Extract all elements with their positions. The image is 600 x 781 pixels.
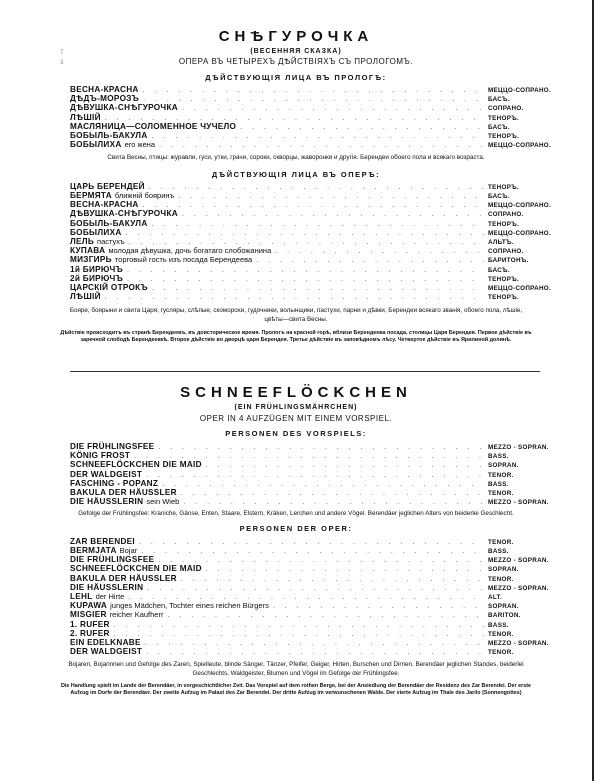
cast-row	[70, 537, 550, 546]
dot-leader	[158, 443, 484, 452]
voice-type: БАСЪ.	[488, 193, 510, 200]
voice-type: БАСЪ.	[488, 96, 510, 104]
de-setting: Die Handlung spielt im Lande der Berendäer, in vorgeschichtlicher Zeit. Das Vorspiel auf dem rothen Berge, bei der Ansiedlung der Berendäer der Residenz des Zar Berendei. Der erste Aufzug im Dorfe der Berendäer. Der zweite Aufzug im Palast des Zar Berendei. Der dritte Aufzug im verwunschenen Walde. Der vierte Aufzug im Thale des Jarilo (Sonnengottes)	[60, 683, 531, 697]
dot-leader	[159, 141, 484, 150]
de-title: SCHNEEFLÖCKCHEN	[180, 384, 412, 401]
voice-type: ТЕНОРЪ.	[488, 114, 520, 122]
voice-type: ТЕНОРЪ.	[488, 275, 520, 283]
russian-section	[0, 28, 592, 345]
voice-type: СОПРАНО.	[488, 105, 524, 113]
cast-row	[70, 94, 550, 103]
de-prologue-heading: PERSONEN DES VORSPIELS:	[225, 429, 367, 438]
voice-type: BASS.	[488, 453, 509, 461]
german-section	[0, 384, 592, 698]
voice-type: МЕЦЦО-СОПРАНО.	[488, 87, 552, 94]
cast-row	[70, 574, 550, 583]
dot-leader	[182, 210, 484, 219]
dot-leader	[152, 132, 484, 141]
cast-row	[70, 555, 550, 564]
character-name: LEHL	[70, 591, 93, 601]
character-name: БОБЫЛЬ-БАКУЛА	[70, 130, 148, 140]
dot-leader	[275, 247, 484, 256]
character-name: 1. RUFER	[70, 619, 110, 629]
cast-row	[70, 479, 550, 488]
voice-type: TENOR.	[488, 538, 514, 546]
dot-leader	[182, 104, 484, 113]
dot-leader	[240, 123, 484, 132]
voice-type: BASS.	[488, 480, 509, 488]
cast-row	[70, 292, 550, 301]
character-name: ДѢВУШКА-СНѢГУРОЧКА	[70, 103, 178, 113]
de-opera-cast	[70, 537, 550, 656]
voice-type: БАСЪ.	[488, 266, 510, 274]
voice-type: МЕЦЦО-СОПРАНО.	[488, 229, 552, 237]
dot-leader	[178, 192, 484, 201]
dot-leader	[149, 183, 484, 192]
de-opera-note: Bojaren, Bojarinnen und Gefolge des Zaren, Spielleute, blinde Sänger, Tänzer, Pfeifer, Geiger, Hirten, Burschen und Dirnen. Berendäer jeglichen Standes, beiderlei Geschlechts, Waldgeister, Blumen und Vögel im Gefolge der Frühlingsfee.	[68, 661, 524, 677]
dot-leader	[145, 639, 484, 648]
cast-row	[70, 546, 550, 555]
voice-type: SOPRAN.	[488, 603, 519, 611]
de-opera-heading: PERSONEN DER OPER:	[239, 523, 353, 533]
character-description: пастухъ	[97, 236, 125, 246]
dot-leader	[126, 229, 484, 238]
character-name: ЦАРСКІЙ ОТРОКЪ	[70, 282, 148, 292]
character-name: МАСЛЯНИЦА—СОЛОМЕННОЕ ЧУЧЕЛО	[70, 121, 237, 131]
page-edge	[592, 0, 594, 781]
character-name: ДѢДЪ-МОРОЗЪ	[70, 94, 140, 104]
margin-mark: 7	[60, 50, 64, 56]
character-name: ЦАРЬ БЕРЕНДЕЙ	[70, 181, 145, 191]
cast-row	[70, 488, 550, 497]
voice-type: SOPRAN.	[488, 566, 519, 574]
dot-leader	[158, 556, 484, 565]
voice-type: БАСЪ.	[488, 123, 510, 131]
voice-type: МЕЦЦО-СОПРАНО.	[488, 284, 552, 292]
character-name: БЕРМЯТА	[70, 191, 112, 200]
dot-leader	[152, 220, 484, 229]
cast-row	[70, 255, 550, 264]
character-name: FASCHING - POPANZ	[70, 478, 159, 488]
cast-row	[70, 265, 550, 274]
dot-leader	[146, 648, 484, 657]
dot-leader	[162, 480, 484, 489]
de-prologue-cast	[70, 442, 550, 506]
cast-row	[70, 460, 550, 469]
character-name: ЛѢШІЙ	[70, 112, 101, 122]
voice-type: ALT.	[488, 593, 503, 601]
cast-row	[70, 182, 550, 191]
character-name: БОБЫЛИХА	[70, 227, 122, 237]
cast-row	[70, 610, 550, 619]
cast-row	[70, 629, 550, 638]
voice-type: ТЕНОРЪ.	[488, 183, 520, 191]
dot-leader	[114, 621, 484, 630]
ru-opera-cast	[70, 182, 550, 301]
de-prologue-note: Gefolge der Frühlingsfee: Kraniche, Gänse, Enten, Staare, Elstern, Kräken, Lerchen und andere Vögel. Berendäer jeglichen Alters von beiderlei Geschlecht.	[78, 510, 514, 518]
voice-type: BARITON.	[488, 612, 521, 620]
character-name: ВЕСНА-КРАСНА	[70, 85, 139, 94]
character-description: Bojar	[119, 546, 138, 555]
cast-row	[70, 246, 550, 255]
cast-row	[70, 601, 550, 610]
dot-leader	[143, 95, 484, 104]
cast-row	[70, 583, 550, 592]
margin-mark: 3	[60, 60, 64, 66]
character-name: ZAR BERENDEI	[70, 536, 136, 546]
voice-type: АЛЬТЪ.	[488, 238, 514, 246]
ru-subtitle: (ВЕСЕННЯЯ СКАЗКА)	[250, 48, 342, 55]
character-name: DIE HÄUSSLERIN	[70, 582, 144, 592]
cast-row	[70, 592, 550, 601]
character-name: ДѢВУШКА-СНѢГУРОЧКА	[70, 209, 178, 219]
cast-row	[70, 140, 550, 149]
dot-leader	[181, 575, 484, 584]
character-description: der Hirte	[95, 591, 125, 601]
voice-type: ТЕНОРЪ.	[488, 132, 520, 140]
voice-type: МЕЦЦО-СОПРАНО.	[488, 202, 552, 210]
dot-leader	[114, 630, 484, 639]
dot-leader	[143, 86, 484, 95]
character-description: ближній бояринъ	[114, 191, 175, 200]
character-name: DIE FRÜHLINGSFEE	[70, 442, 155, 451]
voice-type: MEZZO - SOPRAN.	[488, 584, 549, 592]
voice-type: TENOR.	[488, 471, 514, 479]
cast-row	[70, 219, 550, 228]
ru-prologue-heading: ДѢЙСТВУЮЩІЯ ЛИЦА ВЪ ПРОЛОГѢ:	[205, 73, 387, 82]
voice-type: TENOR.	[488, 489, 514, 497]
character-name: БОБЫЛЬ-БАКУЛА	[70, 218, 148, 228]
dot-leader	[183, 498, 484, 507]
character-name: DIE FRÜHLINGSFEE	[70, 555, 155, 565]
ru-prologue-cast	[70, 85, 550, 149]
dot-leader	[146, 471, 484, 480]
character-name: BAKULA DER HÄUSSLER	[70, 573, 177, 583]
dot-leader	[147, 584, 484, 593]
voice-type: ТЕНОРЪ.	[488, 294, 520, 302]
dot-leader	[143, 201, 484, 210]
character-name: EIN EDELKNABE	[70, 637, 141, 647]
character-description: молодая дѣвушка, дочь богатаго слобожанина	[108, 246, 272, 256]
character-name: DIE HÄUSSLERIN	[70, 497, 144, 507]
dot-leader	[273, 602, 484, 611]
dot-leader	[206, 461, 484, 470]
dot-leader	[141, 547, 484, 556]
dot-leader	[139, 538, 484, 547]
ru-subtitle2: ОПЕРА ВЪ ЧЕТЫРЕХЪ ДѢЙСТВІЯХЪ СЪ ПРОЛОГОМЪ.	[178, 57, 414, 66]
cast-row	[70, 122, 550, 131]
voice-type: TENOR.	[488, 575, 514, 583]
voice-type: MEZZO - SOPRAN.	[488, 499, 549, 507]
cast-row	[70, 451, 550, 460]
voice-type: ТЕНОРЪ.	[488, 220, 520, 228]
cast-row	[70, 103, 550, 112]
character-name: MISGIER	[70, 610, 107, 620]
character-name: BERMJATA	[70, 546, 117, 555]
voice-type: BASS.	[488, 621, 509, 629]
cast-row	[70, 442, 550, 451]
dot-leader	[206, 565, 484, 574]
cast-row	[70, 200, 550, 209]
character-name: ВЕСНА-КРАСНА	[70, 200, 139, 210]
ru-prologue-note: Свита Весны, птицы: журавли, гуси, утки, грачи, сороки, скворцы, жаворонки и другія. Берендеи обоего пола и всякаго возраста.	[107, 154, 485, 162]
voice-type: БАРИТОНЪ.	[488, 257, 529, 265]
de-subtitle2: OPER IN 4 AUFZÜGEN MIT EINEM VORSPIEL.	[199, 414, 393, 423]
dot-leader	[181, 489, 484, 498]
dot-leader	[127, 266, 484, 275]
character-description: его жена	[124, 140, 156, 150]
dot-leader	[256, 256, 484, 265]
character-name: 1й БИРЮЧЪ	[70, 264, 124, 274]
voice-type: СОПРАНО.	[488, 211, 524, 219]
character-name: KÖNIG FROST	[70, 451, 131, 461]
cast-row	[70, 228, 550, 237]
cast-row	[70, 638, 550, 647]
voice-type: СОПРАНО.	[488, 248, 524, 256]
voice-type: MEZZO - SOPRAN.	[488, 444, 549, 451]
character-name: SCHNEEFLÖCKCHEN DIE MAID	[70, 564, 202, 574]
character-name: DER WALDGEIST	[70, 647, 143, 657]
cast-row	[70, 564, 550, 573]
cast-row	[70, 274, 550, 283]
voice-type: MEZZO - SOPRAN.	[488, 557, 549, 565]
cast-row	[70, 237, 550, 246]
cast-row	[70, 113, 550, 122]
character-name: KUPAWA	[70, 601, 108, 611]
voice-type: TENOR.	[488, 630, 514, 638]
cast-row	[70, 191, 550, 200]
character-name: BAKULA DER HÄUSSLER	[70, 487, 177, 497]
dot-leader	[127, 275, 484, 284]
ru-opera-note: Бояре, боярыни и свита Царя, гусляры, слѣпые, скоморохи, гудочники, волынщики, пастухи, парни и дѣвки, Берендеи всякаго званія, обоего пола, лѣшіе, цвѣты—свита Весны.	[69, 307, 523, 323]
cast-row	[70, 470, 550, 479]
cast-row	[70, 497, 550, 506]
character-name: КУПАВА	[70, 246, 106, 256]
character-name: БОБЫЛИХА	[70, 140, 122, 150]
cast-row	[70, 85, 550, 94]
voice-type: BASS.	[488, 548, 509, 555]
ru-title: СНѢГУРОЧКА	[218, 28, 374, 45]
voice-type: MEZZO - SOPRAN.	[488, 639, 549, 647]
section-divider	[70, 371, 540, 372]
cast-row	[70, 131, 550, 140]
dot-leader	[167, 611, 484, 620]
voice-type: SOPRAN.	[488, 462, 519, 470]
character-name: 2й БИРЮЧЪ	[70, 273, 124, 283]
dot-leader	[152, 284, 484, 293]
ru-opera-heading: ДѢЙСТВУЮЩІЯ ЛИЦА ВЪ ОПЕРѢ:	[211, 169, 381, 179]
dot-leader	[105, 293, 484, 302]
character-name: SCHNEEFLÖCKCHEN DIE MAID	[70, 460, 202, 470]
ru-setting: Дѣйствіе происходитъ въ странѣ Берендеевъ, въ доисторическое время. Прологъ на красной горѣ, вблизи Берендеева посада, столицы Царя Берендея. Первое дѣйствіе въ заречной слободѣ Берендеевкѣ. Второе дѣйствіе во дворцѣ царя Берендея. Третье дѣйствіе въ заповѣдномъ лѣсу. Четвертое дѣйствіе въ Ярилиной долинѣ.	[60, 330, 532, 344]
voice-type: TENOR.	[488, 649, 514, 657]
character-description: reicher Kaufherr	[109, 610, 164, 620]
character-name: DER WALDGEIST	[70, 469, 143, 479]
de-subtitle: (EIN FRÜHLINGSMÄHRCHEN)	[234, 404, 358, 411]
cast-row	[70, 283, 550, 292]
voice-type: МЕЦЦО-СОПРАНО.	[488, 142, 552, 150]
cast-row	[70, 647, 550, 656]
character-description: sein Wieb	[146, 497, 180, 507]
character-name: МИЗГИРЬ	[70, 255, 112, 265]
cast-row	[70, 620, 550, 629]
character-name: 2. RUFER	[70, 628, 110, 638]
cast-row	[70, 209, 550, 218]
character-description: торговый гость изъ посада Берендеева	[114, 255, 253, 265]
character-name: ЛѢШІЙ	[70, 292, 101, 302]
character-description: junges Mädchen, Tochter eines reichen Bürgers	[110, 601, 269, 611]
character-name: ЛЕЛЬ	[70, 236, 95, 246]
